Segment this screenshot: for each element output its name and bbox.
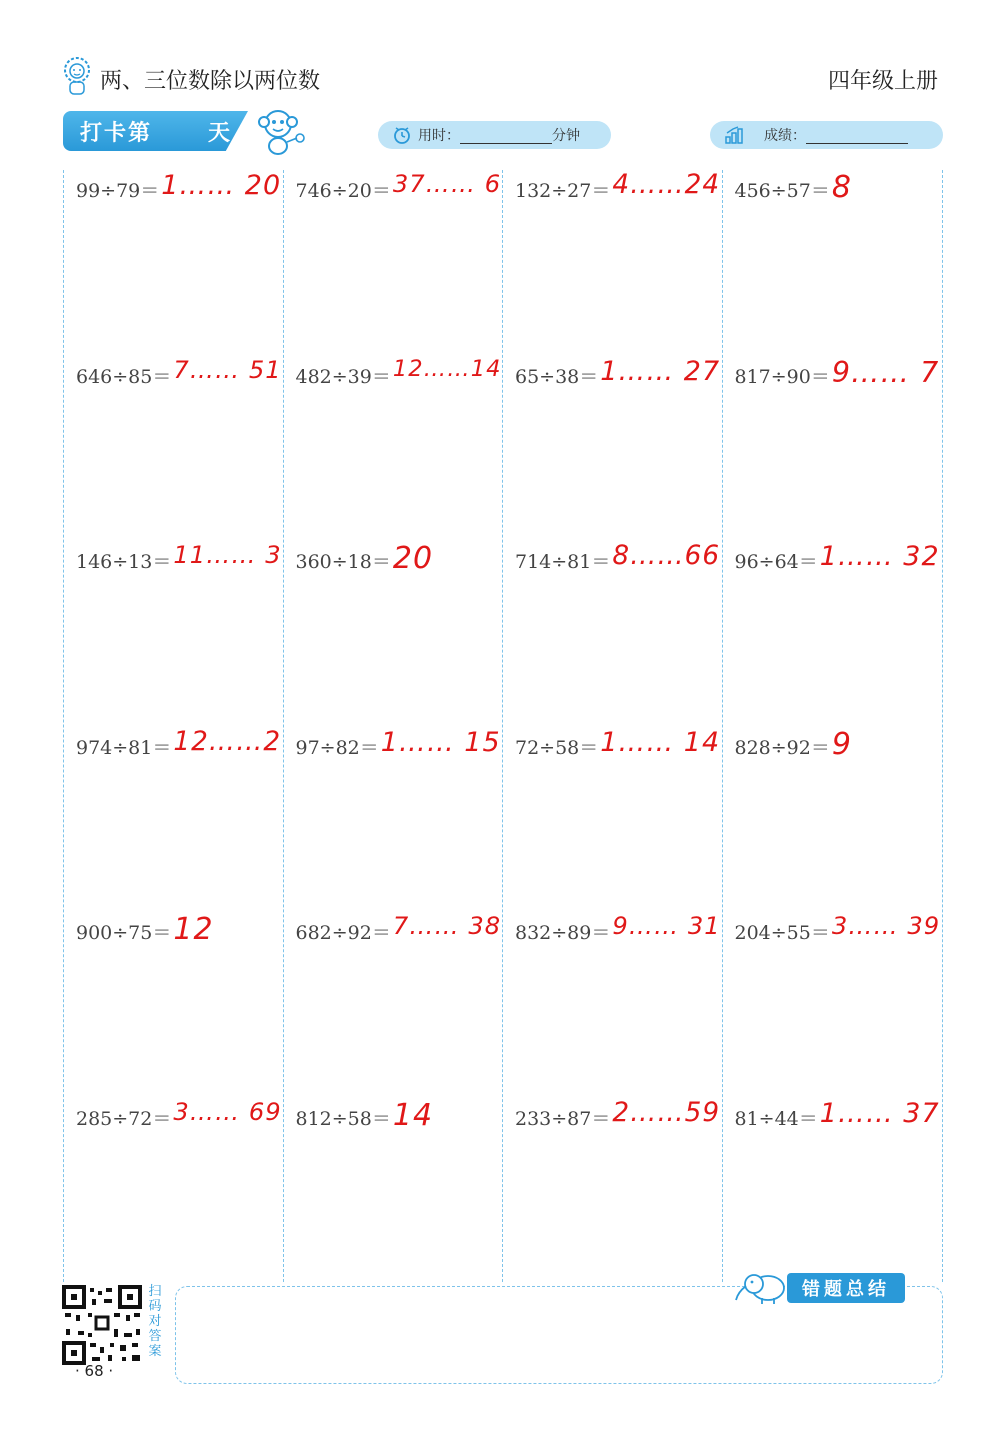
problem-question: 81÷44＝: [734, 1107, 818, 1130]
problem-cell: [63, 912, 283, 1097]
problem-question: 974÷81＝: [76, 736, 172, 759]
problem-question: 360÷18＝: [295, 551, 391, 573]
qr-caption-char: 扫: [148, 1284, 162, 1299]
problem-answer[interactable]: 1…… 32: [819, 541, 940, 572]
problem-answer[interactable]: 8……66: [612, 541, 721, 571]
problem-grid: [63, 170, 943, 1282]
problem-question: 97÷82＝: [295, 736, 379, 759]
time-unit: 分钟: [552, 128, 580, 144]
problem-cell: [63, 356, 283, 541]
mistake-summary-label: 错题总结: [787, 1273, 905, 1303]
problem-question: 682÷92＝: [295, 922, 391, 944]
problem-answer[interactable]: 12: [173, 912, 214, 947]
problem-cell: [722, 727, 942, 912]
problem-answer[interactable]: 12……2: [173, 726, 282, 757]
grid-divider: [942, 170, 943, 1282]
problem-answer[interactable]: 9…… 31: [612, 912, 721, 940]
problem-cell: [722, 541, 942, 726]
problem-question: 646÷85＝: [76, 365, 172, 388]
score-label: 成绩：: [764, 128, 806, 144]
score-blank[interactable]: [806, 127, 908, 144]
problem-cell: [502, 541, 722, 726]
problem-cell: [502, 170, 722, 355]
problem-question: 817÷90＝: [734, 365, 830, 388]
clock-icon: [392, 125, 412, 145]
qr-caption-char: 答: [148, 1329, 162, 1344]
problem-cell: [283, 1098, 503, 1283]
problem-cell: [283, 727, 503, 912]
problem-answer[interactable]: 11…… 3: [173, 541, 282, 569]
score-field: [710, 121, 943, 149]
problem-question: 72÷58＝: [515, 736, 599, 759]
problem-answer[interactable]: 2……59: [612, 1097, 721, 1128]
problem-cell: [63, 170, 283, 355]
problem-question: 285÷72＝: [76, 1107, 172, 1130]
problem-answer[interactable]: 37…… 6: [392, 170, 502, 198]
problem-question: 204÷55＝: [734, 922, 830, 944]
problem-question: 812÷58＝: [295, 1107, 391, 1130]
problem-answer[interactable]: 1…… 20: [161, 170, 282, 201]
elephant-icon: [732, 1266, 792, 1306]
qr-caption-char: 对: [148, 1314, 162, 1329]
page-number: · 68 ·: [75, 1362, 114, 1380]
problem-question: 714÷81＝: [515, 551, 611, 573]
problem-answer[interactable]: 9…… 7: [831, 355, 940, 389]
problem-cell: [283, 356, 503, 541]
grade-label: 四年级上册: [827, 69, 938, 94]
problem-cell: [502, 727, 722, 912]
problem-question: 65÷38＝: [515, 365, 599, 388]
problem-answer[interactable]: 1…… 37: [819, 1097, 940, 1129]
qr-caption-char: 码: [148, 1299, 162, 1314]
problem-question: 482÷39＝: [295, 365, 391, 388]
time-label: 用时：: [418, 128, 460, 144]
time-blank[interactable]: [460, 127, 552, 144]
problem-cell: [722, 912, 942, 1097]
problem-question: 99÷79＝: [76, 180, 160, 202]
problem-cell: [722, 1098, 942, 1283]
problem-question: 828÷92＝: [734, 736, 830, 759]
problem-answer[interactable]: 20: [392, 541, 434, 576]
page-title: 两、三位数除以两位数: [100, 69, 321, 94]
problem-question: 96÷64＝: [734, 551, 818, 573]
problem-cell: [283, 912, 503, 1097]
chart-icon: [724, 125, 744, 145]
problem-answer[interactable]: 12……14: [392, 355, 502, 382]
problem-answer[interactable]: 7…… 51: [173, 355, 282, 384]
lion-icon: [60, 56, 94, 96]
problem-answer[interactable]: 1…… 14: [600, 726, 721, 758]
problem-answer[interactable]: 3…… 39: [831, 912, 941, 940]
problem-cell: [502, 1098, 722, 1283]
problem-answer[interactable]: 1…… 15: [380, 726, 501, 758]
problem-cell: [502, 356, 722, 541]
problem-question: 832÷89＝: [515, 922, 611, 944]
problem-question: 746÷20＝: [295, 180, 391, 202]
problem-cell: [63, 727, 283, 912]
problem-cell: [63, 541, 283, 726]
checkin-day-unit: 天: [208, 121, 231, 146]
problem-cell: [722, 170, 942, 355]
problem-answer[interactable]: 14: [392, 1097, 434, 1133]
qr-caption: [147, 1284, 163, 1359]
problem-cell: [722, 356, 942, 541]
problem-cell: [63, 1098, 283, 1283]
problem-question: 456÷57＝: [734, 180, 830, 202]
qr-caption-char: 案: [148, 1344, 162, 1359]
problem-answer[interactable]: 9: [831, 726, 852, 762]
problem-question: 233÷87＝: [515, 1107, 611, 1130]
problem-answer[interactable]: 8: [831, 170, 852, 205]
problem-question: 146÷13＝: [76, 551, 172, 573]
problem-answer[interactable]: 7…… 38: [392, 912, 502, 940]
monkey-icon: [254, 104, 308, 156]
problem-question: 132÷27＝: [515, 180, 611, 202]
problem-cell: [283, 170, 503, 355]
problem-answer[interactable]: 3…… 69: [173, 1097, 282, 1126]
problem-cell: [502, 912, 722, 1097]
problem-cell: [283, 541, 503, 726]
qr-code[interactable]: [62, 1285, 142, 1365]
problem-question: 900÷75＝: [76, 922, 172, 944]
problem-answer[interactable]: 4……24: [612, 170, 721, 200]
problem-answer[interactable]: 1…… 27: [600, 355, 721, 387]
checkin-label: 打卡第: [80, 121, 153, 146]
time-field: [378, 121, 611, 149]
